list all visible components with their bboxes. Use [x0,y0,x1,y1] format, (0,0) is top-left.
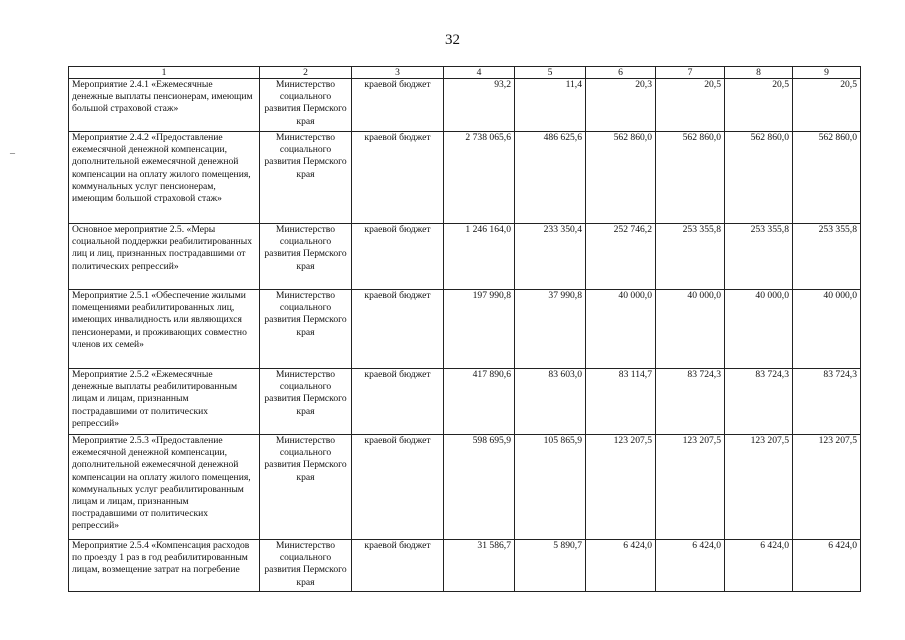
amount-cell: 253 355,8 [793,224,861,290]
amount-cell: 20,3 [586,79,656,132]
executor-cell: Министерство социального развития Пермского края [260,290,352,369]
amount-cell: 253 355,8 [725,224,793,290]
amount-cell: 486 625,6 [515,132,586,224]
amount-cell: 5 890,7 [515,540,586,592]
measure-name-cell: Основное мероприятие 2.5. «Меры социальной поддержки реабилитированных лиц и лиц, признанных пострадавшими от политических репрессий» [69,224,260,290]
column-number: 6 [586,67,656,79]
amount-cell: 253 355,8 [656,224,725,290]
amount-cell: 197 990,8 [444,290,515,369]
amount-cell: 105 865,9 [515,435,586,540]
funding-source-cell: краевой бюджет [352,224,444,290]
amount-cell: 40 000,0 [586,290,656,369]
column-number: 4 [444,67,515,79]
amount-cell: 93,2 [444,79,515,132]
amount-cell: 562 860,0 [656,132,725,224]
measure-name-cell: Мероприятие 2.5.3 «Предоставление ежемесячной денежной компенсации, дополнительной ежемесячной денежной компенсации на оплату жилого помещения, коммунальных услуг реабилитированным лицам и лицам, признанным пострадавшими от политических репрессий» [69,435,260,540]
amount-cell: 20,5 [725,79,793,132]
funding-source-cell: краевой бюджет [352,540,444,592]
funding-source-cell: краевой бюджет [352,435,444,540]
measure-name-cell: Мероприятие 2.5.1 «Обеспечение жилыми помещениями реабилитированных лиц, имеющих инвалидность или являющихся пенсионерами, и проживающих совместно членов их семей» [69,290,260,369]
executor-cell: Министерство социального развития Пермского края [260,540,352,592]
column-number-row [69,67,861,79]
amount-cell: 6 424,0 [793,540,861,592]
amount-cell: 562 860,0 [725,132,793,224]
amount-cell: 20,5 [793,79,861,132]
table-row [69,79,861,132]
amount-cell: 562 860,0 [793,132,861,224]
amount-cell: 40 000,0 [793,290,861,369]
amount-cell: 252 746,2 [586,224,656,290]
column-number: 3 [352,67,444,79]
amount-cell: 598 695,9 [444,435,515,540]
amount-cell: 123 207,5 [656,435,725,540]
measure-name-cell: Мероприятие 2.5.2 «Ежемесячные денежные выплаты реабилитированным лицам и лицам, признанным пострадавшими от политических репрессий» [69,369,260,435]
amount-cell: 83 724,3 [793,369,861,435]
amount-cell: 11,4 [515,79,586,132]
column-number: 8 [725,67,793,79]
amount-cell: 1 246 164,0 [444,224,515,290]
table-row [69,224,861,290]
amount-cell: 37 990,8 [515,290,586,369]
table-row [69,132,861,224]
column-number: 1 [69,67,260,79]
table-row [69,540,861,592]
margin-mark: – [10,148,15,159]
table-row [69,369,861,435]
amount-cell: 562 860,0 [586,132,656,224]
executor-cell: Министерство социального развития Пермского края [260,132,352,224]
amount-cell: 6 424,0 [656,540,725,592]
amount-cell: 20,5 [656,79,725,132]
budget-table [68,66,861,592]
amount-cell: 2 738 065,6 [444,132,515,224]
amount-cell: 40 000,0 [725,290,793,369]
funding-source-cell: краевой бюджет [352,369,444,435]
amount-cell: 83 724,3 [725,369,793,435]
funding-source-cell: краевой бюджет [352,290,444,369]
executor-cell: Министерство социального развития Пермского края [260,369,352,435]
column-number: 2 [260,67,352,79]
funding-source-cell: краевой бюджет [352,132,444,224]
table-row [69,435,861,540]
measure-name-cell: Мероприятие 2.4.2 «Предоставление ежемесячной денежной компенсации, дополнительной ежемесячной денежной компенсации на оплату жилого помещения, коммунальных услуг пенсионерам, имеющим большой страховой стаж» [69,132,260,224]
amount-cell: 233 350,4 [515,224,586,290]
executor-cell: Министерство социального развития Пермского края [260,435,352,540]
amount-cell: 6 424,0 [586,540,656,592]
amount-cell: 83 724,3 [656,369,725,435]
amount-cell: 40 000,0 [656,290,725,369]
amount-cell: 83 603,0 [515,369,586,435]
amount-cell: 31 586,7 [444,540,515,592]
page-number: 32 [445,32,460,48]
executor-cell: Министерство социального развития Пермского края [260,224,352,290]
amount-cell: 417 890,6 [444,369,515,435]
column-number: 9 [793,67,861,79]
measure-name-cell: Мероприятие 2.5.4 «Компенсация расходов по проезду 1 раз в год реабилитированным лицам, возмещение затрат на погребение [69,540,260,592]
column-number: 7 [656,67,725,79]
column-number: 5 [515,67,586,79]
executor-cell: Министерство социального развития Пермского края [260,79,352,132]
amount-cell: 6 424,0 [725,540,793,592]
measure-name-cell: Мероприятие 2.4.1 «Ежемесячные денежные выплаты пенсионерам, имеющим большой страховой стаж» [69,79,260,132]
amount-cell: 123 207,5 [793,435,861,540]
amount-cell: 123 207,5 [725,435,793,540]
funding-source-cell: краевой бюджет [352,79,444,132]
amount-cell: 123 207,5 [586,435,656,540]
table-row [69,290,861,369]
amount-cell: 83 114,7 [586,369,656,435]
